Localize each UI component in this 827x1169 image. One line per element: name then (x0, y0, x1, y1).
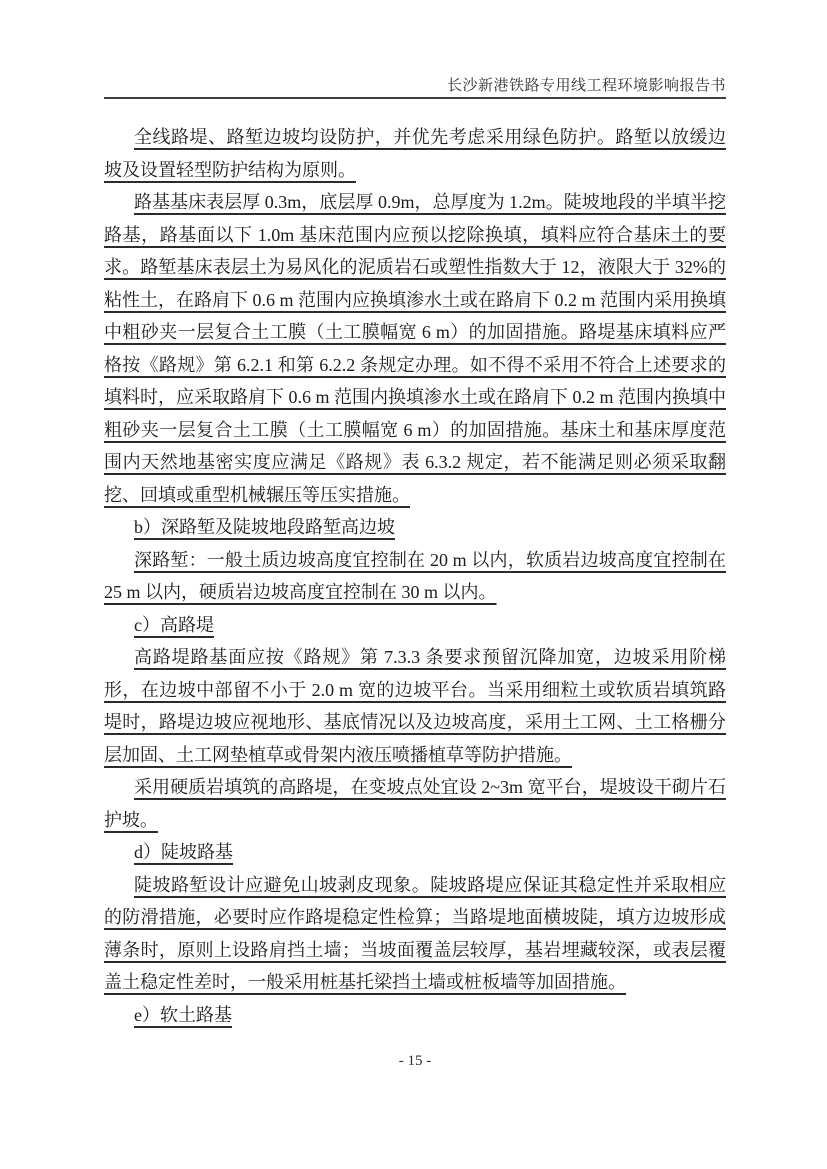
section-heading: b）深路堑及陡坡地段路堑高边坡 (134, 517, 395, 537)
body-paragraph: 陡坡路堑设计应避免山坡剥皮现象。陡坡路堤应保证其稳定性并采取相应的防滑措施，必要时应作路堤稳定性检算；当路堤地面横坡陡，填方边坡形成薄条时，原则上设路肩挡土墙；当坡面覆盖层较厚，基岩埋藏较深，或表层覆盖土稳定性差时，一般采用桩基托梁挡土墙或桩板墙等加固措施。 (104, 874, 726, 992)
body-paragraph: 深路堑：一般土质边坡高度宜控制在 20 m 以内，软质岩边坡高度宜控制在 25 m 以内，硬质岩边坡高度宜控制在 30 m 以内。 (104, 549, 726, 602)
document-body (104, 121, 726, 1031)
body-paragraph: 高路堤路基面应按《路规》第 7.3.3 条要求预留沉降加宽，边坡采用阶梯形，在边坡中部留不小于 2.0 m 宽的边坡平台。当采用细粒土或软质岩填筑路堤时，路堤边坡应视地形、基底情况以及边坡高度，采用土工网、土工格栅分层加固、土工网垫植草或骨架内液压喷播植草等防护措施。 (104, 647, 726, 765)
section-heading: e）软土路基 (134, 1004, 232, 1025)
header-title: 长沙新港铁路专用线工程环境影响报告书 (446, 78, 726, 94)
body-paragraph: 路基基床表层厚 0.3m，底层厚 0.9m，总厚度为 1.2m。陡坡地段的半填半挖路基，路基面以下 1.0m 基床范围内应预以挖除换填，填料应符合基床土的要求。路堑基床表层土为易风化的泥质岩石或塑性指数大于 12，液限大于 32%的粘性土，在路肩下 0.6 m 范围内应换填渗水土或在路肩下 0.2 m 范围内采用换填中粗砂夹一层复合土工膜（土工膜幅宽 6 m）的加固措施。路堤基床填料应严格按《路规》第 6.2.1 和第 6.2.2 条规定办理。如不得不采用不符合上述要求的填料时，应采取路肩下 0.6 m 范围内换填渗水土或在路肩下 0.2 m 范围内换填中粗砂夹一层复合土工膜（土工膜幅宽 6 m）的加固措施。基床土和基床厚度范围内天然地基密实度应满足《路规》表 6.3.2 规定，若不能满足则必须采取翻挖、回填或重型机械辗压等压实措施。 (104, 192, 726, 505)
page-number: - 15 - (398, 1053, 432, 1069)
body-paragraph: 采用硬质岩填筑的高路堤，在变坡点处宜设 2~3m 宽平台，堤坡设干砌片石护坡。 (104, 777, 726, 830)
page-header (104, 78, 726, 99)
section-heading: d）陡坡路基 (134, 842, 233, 862)
section-heading: c）高路堤 (134, 614, 214, 635)
body-paragraph: 全线路堤、路堑边坡均设防护，并优先考虑采用绿色防护。路堑以放缓边坡及设置轻型防护结构为原则。 (104, 127, 726, 180)
page-footer (104, 1053, 726, 1070)
